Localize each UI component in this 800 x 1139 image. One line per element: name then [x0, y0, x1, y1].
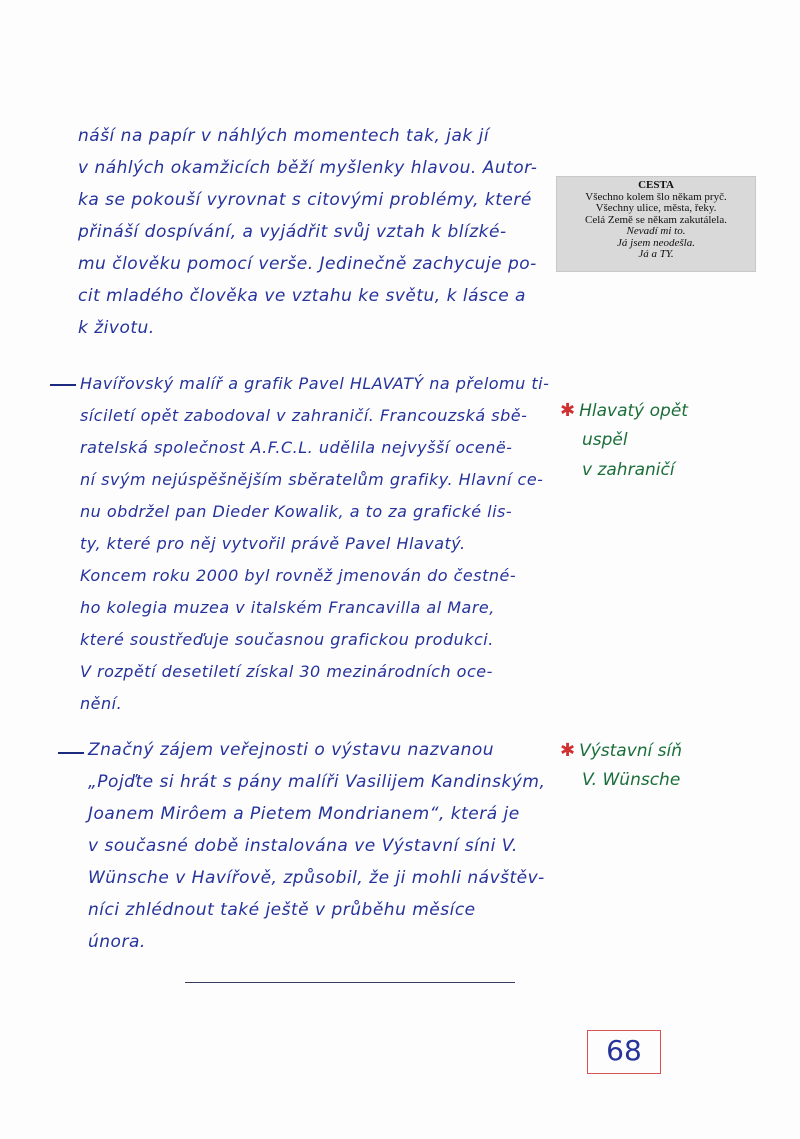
paragraph-3-line: „Pojďte si hrát s pány malíři Vasilijem Kandinským,	[88, 772, 546, 792]
paragraph-1-line: ka se pokouší vyrovnat s citovými problémy, které	[78, 190, 532, 210]
paragraph-2-line: Koncem roku 2000 byl rovněž jmenován do čestné-	[80, 566, 517, 585]
margin-note-text: Hlavatý opět	[579, 401, 688, 421]
paragraph-1-line: cit mladého člověka ve vztahu ke světu, k lásce a	[78, 286, 526, 306]
clipping-line: Všechny ulice, města, řeky.	[595, 202, 717, 214]
margin-note-line: v zahraničí	[582, 460, 675, 480]
paragraph-2-line: ní svým nejúspěšnějším sběratelům grafiky. Hlavní ce-	[80, 470, 544, 489]
paragraph-1-line: náší na papír v náhlých momentech tak, jak jí	[78, 126, 490, 146]
margin-note-line: V. Wünsche	[582, 770, 681, 790]
paragraph-2-line: ty, které pro něj vytvořil právě Pavel Hlavatý.	[80, 534, 466, 553]
clipping-line: Nevadí mi to.	[626, 225, 686, 237]
paragraph-2-line: V rozpětí desetiletí získal 30 mezinárodních oce-	[80, 662, 493, 681]
paragraph-2-line: ratelská společnost A.F.C.L. udělila nejvyšší ocenë-	[80, 438, 513, 457]
paragraph-1-line: mu člověku pomocí verše. Jedinečně zachycuje po-	[78, 254, 537, 274]
asterisk-icon: ✱	[560, 400, 576, 421]
closing-rule	[185, 982, 515, 983]
paragraph-2-line: Havířovský malíř a grafik Pavel HLAVATÝ na přelomu ti-	[80, 374, 550, 393]
clipping-line: Všechno kolem šlo někam pryč.	[585, 190, 727, 203]
clipping-line: Já a TY.	[638, 248, 674, 260]
asterisk-icon: ✱	[560, 740, 576, 761]
margin-note-text: Výstavní síň	[579, 741, 683, 761]
paragraph-3-line: v současné době instalována ve Výstavní síni V.	[88, 836, 518, 856]
paragraph-2-line: které soustřeďuje současnou grafickou produkci.	[80, 630, 494, 649]
page-number: 68	[587, 1030, 661, 1074]
paragraph-2-line: nění.	[80, 694, 123, 713]
clipping-line: Já jsem neodešla.	[617, 236, 695, 249]
paragraph-1-line: přináší dospívání, a vyjádřit svůj vztah k blízké-	[78, 222, 507, 242]
newspaper-clipping	[556, 176, 756, 272]
margin-note-line	[560, 400, 688, 421]
paragraph-2-line: ho kolegia muzea v italském Francavilla al Mare,	[80, 598, 495, 617]
paragraph-1-line: k životu.	[78, 318, 155, 338]
paragraph-1-line: v náhlých okamžicích běží myšlenky hlavou. Autor-	[78, 158, 538, 178]
paragraph-2-line: nu obdržel pan Dieder Kowalik, a to za grafické lis-	[80, 502, 513, 521]
clipping-title: CESTA	[638, 179, 674, 191]
paragraph-dash	[50, 384, 76, 386]
paragraph-2-line: síciletí opět zabodoval v zahraničí. Francouzská sbě-	[80, 406, 528, 425]
margin-note-line: uspěl	[582, 430, 628, 450]
paragraph-3-line: Joanem Mirôem a Pietem Mondrianem“, která je	[88, 804, 520, 824]
clipping-line: Celá Země se někam zakutálela.	[584, 213, 727, 226]
paragraph-3-line: Značný zájem veřejnosti o výstavu nazvanou	[88, 740, 495, 760]
paragraph-3-line: níci zhlédnout také ještě v průběhu měsíce	[88, 900, 476, 920]
paragraph-3-line: Wünsche v Havířově, způsobil, že ji mohli návštěv-	[88, 868, 545, 888]
paragraph-dash	[58, 752, 84, 754]
margin-note-line	[560, 740, 682, 761]
paragraph-3-line: února.	[88, 932, 146, 952]
